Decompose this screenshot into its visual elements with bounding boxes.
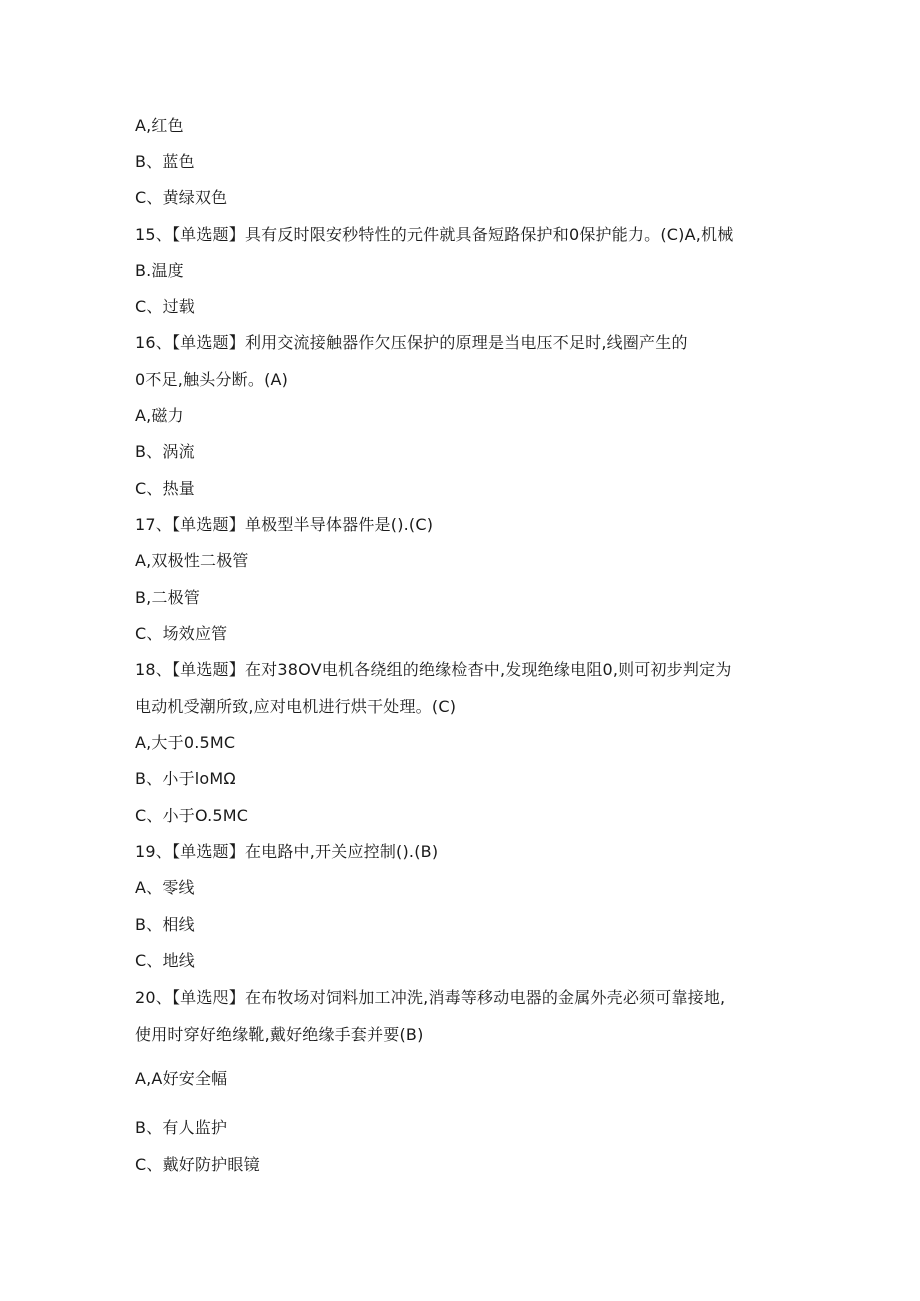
option-line: B、涡流	[135, 442, 195, 461]
question-line: 17、【单选题】单极型半导体器件是().(C)	[135, 515, 434, 534]
option-line: B、小于loMΩ	[135, 769, 236, 788]
option-line: C、热量	[135, 479, 195, 498]
option-line: B、蓝色	[135, 152, 195, 171]
option-line: A,双极性二极管	[135, 551, 249, 570]
option-line: A,A好安全幅	[135, 1069, 228, 1088]
option-line: C、黄绿双色	[135, 188, 228, 207]
question-line: 18、【单选题】在对38OV电机各绕组的绝缘检杳中,发现绝缘电阻0,则可初步判定为	[135, 660, 732, 679]
option-line: C、地线	[135, 951, 195, 970]
question-line: 电动机受潮所致,应对电机进行烘干处理。(C)	[135, 697, 457, 716]
option-line: C、小于O.5MC	[135, 806, 249, 825]
option-line: B、相线	[135, 915, 195, 934]
question-line: 15、【单选题】具有反时限安秒特性的元件就具备短路保护和0保护能力。(C)A,机械	[135, 225, 734, 244]
question-line: 0不足,触头分断。(A)	[135, 370, 289, 389]
option-line: B、有人监护	[135, 1118, 228, 1137]
option-line: A,大于0.5MC	[135, 733, 236, 752]
question-line: 20、【单选咫】在布牧场对饲料加工冲洗,消毒等移动电器的金属外壳必须可靠接地,	[135, 988, 726, 1007]
option-line: A、零线	[135, 878, 195, 897]
option-line: A,磁力	[135, 406, 184, 425]
question-line: 使用时穿好绝缘靴,戴好绝缘手套并要(B)	[135, 1025, 424, 1044]
option-line: C、场效应管	[135, 624, 228, 643]
question-line: 19、【单选题】在电路中,开关应控制().(B)	[135, 842, 439, 861]
option-line: B,二极管	[135, 588, 201, 607]
question-line: 16、【单选题】利用交流接触器作欠压保护的原理是当电压不足时,线圈产生的	[135, 333, 688, 352]
option-line: C、过载	[135, 297, 195, 316]
option-line: A,红色	[135, 116, 184, 135]
option-line: B.温度	[135, 261, 184, 280]
option-line: C、戴好防护眼镜	[135, 1155, 260, 1174]
